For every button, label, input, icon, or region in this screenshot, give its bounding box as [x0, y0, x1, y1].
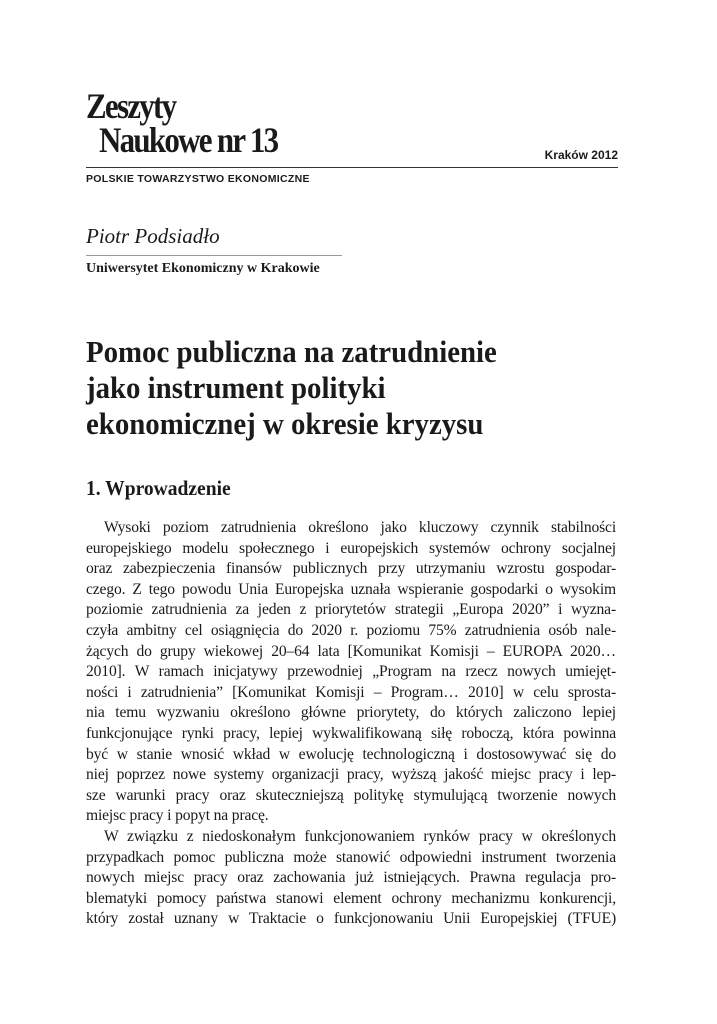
article-title — [86, 334, 588, 442]
body-line: który został uznany w Traktacie o funkcjonowaniu Unii Europejskiej (TFUE) — [86, 910, 616, 928]
body-line: sze warunki pracy oraz skuteczniejszą politykę stymulującą tworzenie nowych — [86, 786, 616, 804]
body-line: poziomie zatrudnienia za jeden z priorytetów strategii „Europa 2020” i wyzna- — [86, 601, 616, 619]
author-affiliation: Uniwersytet Ekonomiczny w Krakowie — [86, 261, 320, 276]
body-line: europejskiego modelu społecznego i europejskich systemów ochrony socjalnej — [86, 539, 616, 557]
body-line: miejsc pracy i popyt na pracę. — [86, 807, 269, 825]
section-heading: 1. Wprowadzenie — [86, 476, 231, 500]
body-line: nowych miejsc pracy oraz zachowania już istniejących. Prawna regulacja pro- — [86, 869, 616, 887]
journal-title-line-2: Naukowe nr 13 — [99, 120, 278, 160]
body-text — [86, 518, 616, 930]
author-name: Piotr Podsiadło — [86, 224, 220, 248]
body-line: W związku z niedoskonałym funkcjonowaniem rynków pracy w określonych — [104, 827, 616, 845]
journal-title-line-1: Zeszyty — [86, 86, 176, 126]
body-line: ności i zatrudnienia” [Komunikat Komisji – Program… 2010] w celu sprosta- — [86, 683, 616, 701]
article-title-line: Pomoc publiczna na zatrudnienie — [86, 334, 497, 369]
body-line: Wysoki poziom zatrudnienia określono jako kluczowy czynnik stabilności — [104, 519, 616, 536]
body-line: 2010]. W ramach inicjatywy przewodniej „Program na rzecz nowych umiejęt- — [86, 663, 616, 681]
masthead-divider — [86, 167, 618, 168]
article-title-line: ekonomicznej w okresie kryzysu — [86, 406, 484, 441]
body-line: oraz zabezpieczenia finansów publicznych przy utrzymaniu wzrostu gospodar- — [86, 560, 616, 578]
body-line: czego. Z tego powodu Unia Europejska uznała wspieranie gospodarki o wysokim — [86, 580, 616, 598]
body-line: być w stanie wnosić wkład w ewolucję technologiczną i dostosowywać się do — [86, 745, 616, 763]
body-line: żących do grupy wiekowej 20–64 lata [Komunikat Komisji – EUROPA 2020… — [86, 642, 616, 660]
article-title-line: jako instrument polityki — [86, 370, 386, 405]
place-and-year: Kraków 2012 — [544, 148, 618, 162]
body-line: niej poprzez nowe systemy organizacji pracy, wyższą jakość miejsc pracy i lep- — [86, 766, 616, 784]
body-line: funkcjonujące rynki pracy, lepiej wykwalifikowaną siłę roboczą, która powinna — [86, 724, 616, 742]
author-divider — [86, 255, 342, 256]
body-line: czyła ambitny cel osiągnięcia do 2020 r. poziomu 75% zatrudnienia osób nale- — [86, 621, 616, 639]
body-line: nia temu wyzwaniu określono główne priorytety, do których zaliczono lepiej — [86, 704, 616, 722]
publisher-society: POLSKIE TOWARZYSTWO EKONOMICZNE — [86, 173, 310, 185]
body-line: blematyki pomocy państwa stanowi element ochrony mechanizmu konkurencji, — [86, 889, 616, 907]
body-line: przypadkach pomoc publiczna może stanowić odpowiedni instrument tworzenia — [86, 848, 616, 866]
